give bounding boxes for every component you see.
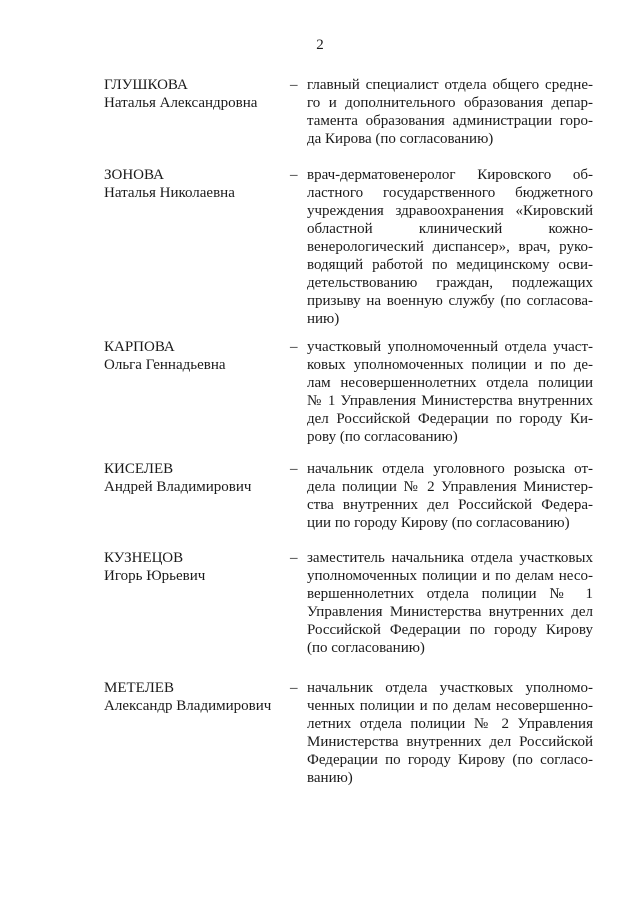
description-line: лам несовершеннолетних отдела полиции xyxy=(307,375,593,391)
description-line: ковых уполномоченных полиции и по де- xyxy=(307,357,593,373)
description-line: детельствованию граждан, подлежащих xyxy=(307,275,593,291)
member-given-names: Игорь Юрьевич xyxy=(104,568,206,584)
description-line: водящий работой по медицинскому осви- xyxy=(307,257,593,273)
description-line: областной клинический кожно- xyxy=(307,221,593,237)
description-line: рову (по согласованию) xyxy=(307,429,458,445)
separator-dash: – xyxy=(290,550,298,566)
description-line: участковый уполномоченный отдела участ- xyxy=(307,339,593,355)
description-line: Федерации по городу Кирову (по согласо- xyxy=(307,752,593,768)
description-line: дела полиции № 2 Управления Министер- xyxy=(307,479,593,495)
description-line: врач-дерматовенеролог Кировского об- xyxy=(307,167,593,183)
description-line: ванию) xyxy=(307,770,353,786)
member-role-description xyxy=(307,76,593,148)
description-line: начальник отдела участковых уполномо- xyxy=(307,680,593,696)
description-line: ства внутренних дел Российской Федера- xyxy=(307,497,593,513)
separator-dash: – xyxy=(290,461,298,477)
separator-dash: – xyxy=(290,680,298,696)
member-role-description xyxy=(307,460,593,532)
separator-dash: – xyxy=(290,167,298,183)
description-line: заместитель начальника отдела участковых xyxy=(307,550,593,566)
description-line: призыву на военную службу (по согласова- xyxy=(307,293,593,309)
description-line: вершеннолетних отдела полиции № 1 xyxy=(307,586,593,602)
member-role-description xyxy=(307,679,593,787)
member-name xyxy=(104,549,289,585)
description-line: № 1 Управления Министерства внутренних xyxy=(307,393,593,409)
member-role-description xyxy=(307,338,593,446)
description-line: го и дополнительного образования депар- xyxy=(307,95,593,111)
description-line: Управления Министерства внутренних дел xyxy=(307,604,593,620)
description-line: ченных полиции и по делам несовершенно- xyxy=(307,698,593,714)
member-name xyxy=(104,338,289,374)
member-role-description xyxy=(307,549,593,657)
member-surname: КАРПОВА xyxy=(104,339,175,355)
member-given-names: Наталья Александровна xyxy=(104,95,258,111)
member-surname: ГЛУШКОВА xyxy=(104,77,188,93)
member-surname: МЕТЕЛЕВ xyxy=(104,680,174,696)
member-given-names: Ольга Геннадьевна xyxy=(104,357,226,373)
member-given-names: Андрей Владимирович xyxy=(104,479,252,495)
description-line: ции по городу Кирову (по согласованию) xyxy=(307,515,570,531)
description-line: учреждения здравоохранения «Кировский xyxy=(307,203,593,219)
member-given-names: Александр Владимирович xyxy=(104,698,272,714)
member-given-names: Наталья Николаевна xyxy=(104,185,235,201)
member-name xyxy=(104,460,289,496)
description-line: ластного государственного бюджетного xyxy=(307,185,593,201)
description-line: летних отдела полиции № 2 Управления xyxy=(307,716,593,732)
member-surname: ЗОНОВА xyxy=(104,167,164,183)
description-line: нию) xyxy=(307,311,340,327)
description-line: начальник отдела уголовного розыска от- xyxy=(307,461,593,477)
page-number: 2 xyxy=(316,37,324,53)
member-name xyxy=(104,679,289,715)
description-line: уполномоченных полиции и по делам несо- xyxy=(307,568,593,584)
description-line: Российской Федерации по городу Кирову xyxy=(307,622,593,638)
description-line: тамента образования администрации горо- xyxy=(307,113,593,129)
member-role-description xyxy=(307,166,593,328)
separator-dash: – xyxy=(290,339,298,355)
description-line: дел Российской Федерации по городу Ки- xyxy=(307,411,593,427)
separator-dash: – xyxy=(290,77,298,93)
description-line: да Кирова (по согласованию) xyxy=(307,131,494,147)
member-name xyxy=(104,76,289,112)
member-surname: КИСЕЛЕВ xyxy=(104,461,174,477)
member-surname: КУЗНЕЦОВ xyxy=(104,550,184,566)
description-line: Министерства внутренних дел Российской xyxy=(307,734,593,750)
description-line: венерологический диспансер», врач, руко- xyxy=(307,239,593,255)
description-line: (по согласованию) xyxy=(307,640,425,656)
member-name xyxy=(104,166,289,202)
description-line: главный специалист отдела общего средне- xyxy=(307,77,593,93)
